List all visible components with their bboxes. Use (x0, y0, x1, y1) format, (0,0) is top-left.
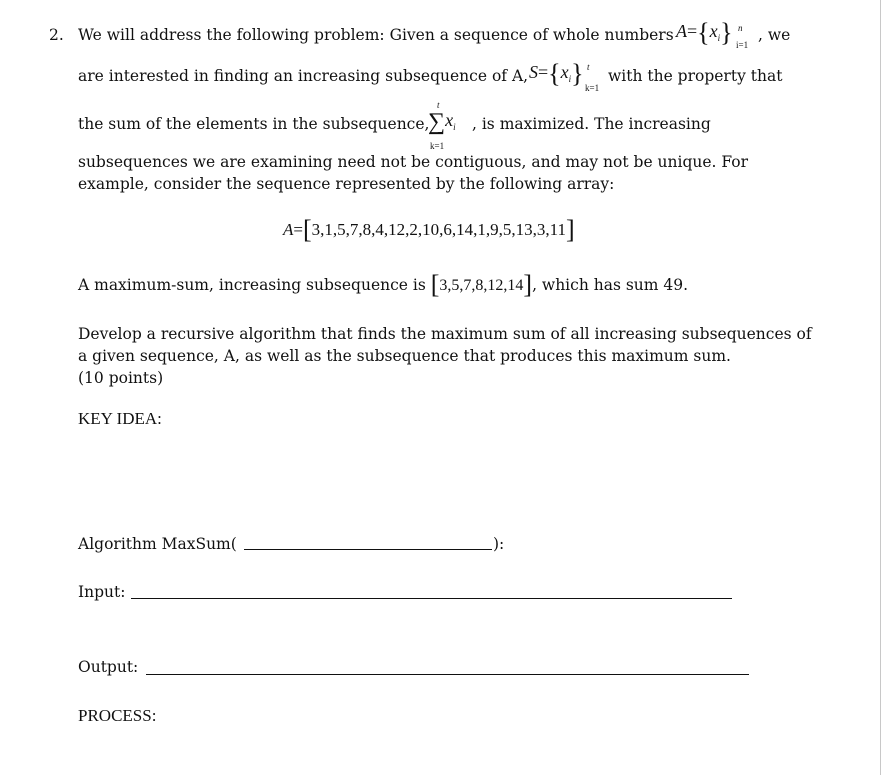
problem-line-3-end: , is maximized. The increasing (472, 115, 711, 133)
problem-line-2-end: with the property that (608, 67, 783, 85)
points-label: (10 points) (78, 369, 164, 387)
problem-line-2: are interested in finding an increasing subsequence of A, (78, 67, 529, 85)
set-A-lower-limit: i=1 (736, 40, 749, 50)
sum-upper-limit: t (437, 100, 440, 110)
sum-lower-limit: k=1 (430, 141, 445, 151)
problem-line-1: We will address the following problem: Given a sequence of whole numbers (78, 26, 674, 44)
task-line-1: Develop a recursive algorithm that finds the maximum sum of all increasing subsequences of (78, 325, 812, 343)
set-A-definition: $A=\{x_i\}$ (676, 18, 733, 47)
problem-number: 2. (49, 26, 64, 44)
problem-line-1-end: , we (758, 26, 791, 44)
input-blank[interactable] (131, 598, 732, 599)
sum-expression: $\sum x_i$ (428, 109, 456, 135)
algorithm-label: Algorithm MaxSum( (78, 535, 237, 553)
key-idea-label: KEY IDEA: (78, 409, 162, 428)
output-label: Output: (78, 658, 139, 676)
input-label: Input: (78, 583, 126, 601)
output-blank[interactable] (146, 674, 749, 675)
task-line-2: a given sequence, A, as well as the subsequence that produces this maximum sum. (78, 347, 731, 365)
result-line: A maximum-sum, increasing subsequence is [3,5,7,8,12,14], which has sum 49. (78, 270, 689, 299)
set-S-definition: $S=\{x_i\}$ (529, 59, 584, 88)
problem-line-4: subsequences we are examining need not be contiguous, and may not be unique. For (78, 153, 749, 171)
algorithm-params-blank[interactable] (244, 549, 492, 550)
process-label: PROCESS: (78, 706, 157, 725)
example-array: A=[3,1,5,7,8,4,12,2,10,6,14,1,9,5,13,3,11] (283, 215, 575, 244)
set-S-lower-limit: k=1 (585, 83, 600, 93)
set-A-upper-limit: n (738, 23, 743, 33)
problem-line-5: example, consider the sequence represented by the following array: (78, 175, 615, 193)
set-S-upper-limit: t (587, 62, 590, 72)
problem-line-3: the sum of the elements in the subsequence, (78, 115, 430, 133)
algorithm-close: ): (493, 535, 505, 553)
